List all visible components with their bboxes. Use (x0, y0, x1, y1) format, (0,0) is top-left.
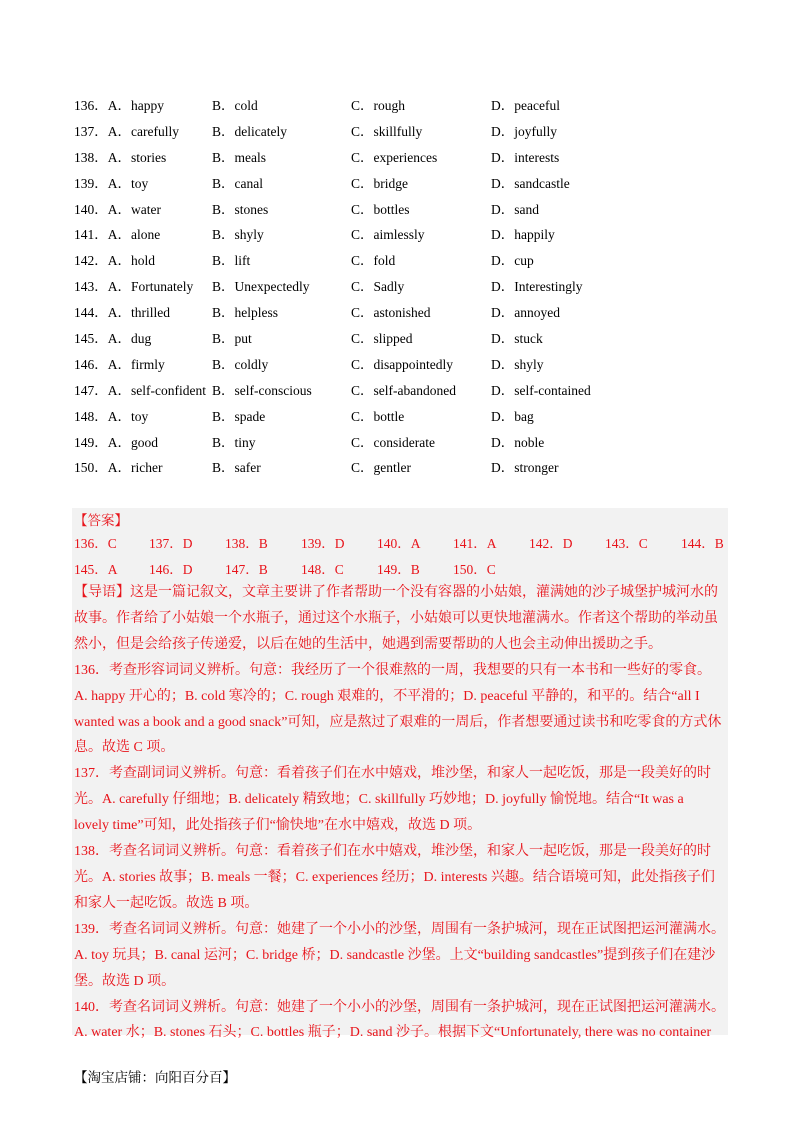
option-c: C．skillfully (351, 123, 423, 139)
question-number-and-option-a (74, 251, 155, 271)
explanation-line: 光。A. carefully 仔细地；B. delicately 精致地；C. skillfully 巧妙地；D. joyfully 愉悦地。结合“It was a (74, 792, 684, 808)
answer-item: 137．D (149, 536, 193, 551)
option-c: C．bottle (351, 408, 405, 424)
explanation-line: lovely time”可知，此处指孩子们“愉快地”在水中嬉戏，故选 D 项。 (74, 818, 482, 834)
option-d: D．sandcastle (491, 175, 570, 191)
option-a: A．firmly (107, 356, 165, 372)
question-number: 140． (74, 201, 108, 217)
answer-item: 145．A (74, 562, 118, 577)
question-number-and-option-a (74, 96, 164, 116)
option-b: B．coldly (212, 356, 269, 372)
option-c: C．aimlessly (351, 227, 425, 243)
question-row (74, 251, 734, 277)
explanation-line: A. happy 开心的；B. cold 寒冷的；C. rough 艰难的，不平滑的；D. peaceful 平静的，和平的。结合“all I (74, 688, 700, 704)
option-a: A．stories (107, 149, 167, 165)
option-a: A．self-confident (107, 382, 206, 398)
explanation-line: A. toy 玩具；B. canal 运河；C. bridge 桥；D. sandcastle 沙堡。上文“building sandcastles”提到孩子们在建沙 (74, 947, 716, 963)
option-b: B．shyly (212, 227, 264, 243)
option-b: B．self-conscious (212, 382, 312, 398)
option-b: B．lift (212, 253, 251, 269)
question-number-and-option-a (74, 148, 166, 168)
option-d: D．annoyed (491, 305, 560, 321)
question-number-and-option-a (74, 329, 151, 349)
question-number: 144． (74, 305, 108, 321)
question-number: 143． (74, 279, 108, 295)
answer-item: 144．B (681, 536, 724, 551)
option-b: B．safer (212, 460, 261, 476)
option-c: C．Sadly (351, 279, 405, 295)
option-a: A．thrilled (107, 305, 170, 321)
option-d: D．peaceful (491, 98, 560, 113)
option-d: D．cup (491, 253, 534, 269)
option-c: C．disappointedly (351, 356, 453, 372)
question-number: 146． (74, 356, 108, 372)
answer-item: 143．C (605, 536, 648, 551)
answer-item: 147．B (225, 562, 268, 577)
question-number: 138． (74, 149, 108, 165)
option-a: A．good (107, 434, 158, 450)
explanation-line: 139．考查名词词义辨析。句意：她建了一个小小的沙堡，周围有一条护城河，现在正试图把运河灌满水。 (74, 921, 725, 937)
explanation-text (74, 580, 728, 1046)
option-b: B．tiny (212, 434, 256, 450)
answer-item: 136．C (74, 536, 117, 551)
question-number-and-option-a (74, 174, 148, 194)
option-a: A．alone (107, 227, 161, 243)
explanation-line: A. water 水；B. stones 石头；C. bottles 瓶子；D. sand 沙子。根据下文“Unfortunately, there was no container (74, 1025, 712, 1041)
option-b: B．cold (212, 98, 258, 113)
answer-item: 148．C (301, 562, 344, 577)
question-row (74, 303, 734, 329)
option-c: C．slipped (351, 331, 413, 347)
question-number-and-option-a (74, 433, 158, 453)
answer-item: 146．D (149, 562, 193, 577)
option-a: A．water (107, 201, 161, 217)
explanation-line: 137．考查副词词义辨析。句意：看着孩子们在水中嬉戏，堆沙堡，和家人一起吃饭，那是一段美好的时 (74, 766, 711, 782)
question-row (74, 174, 734, 200)
answer-item: 142．D (529, 536, 573, 551)
option-a: A．Fortunately (107, 279, 194, 295)
question-table (74, 96, 734, 484)
question-number-and-option-a (74, 355, 165, 375)
explanation-line: 堡。故选 D 项。 (74, 973, 176, 989)
question-row (74, 458, 734, 484)
explanation-line: 138．考查名词词义辨析。句意：看着孩子们在水中嬉戏，堆沙堡，和家人一起吃饭，那是一段美好的时 (74, 844, 711, 860)
question-number: 148． (74, 408, 108, 424)
question-number: 145． (74, 331, 108, 347)
option-a: A．dug (107, 331, 152, 347)
question-number: 142． (74, 253, 108, 269)
option-d: D．stronger (491, 460, 559, 476)
answer-item: 150．C (453, 562, 496, 577)
option-c: C．fold (351, 253, 396, 269)
explanation-line: 140．考查名词词义辨析。句意：她建了一个小小的沙堡，周围有一条护城河，现在正试图把运河灌满水。 (74, 999, 725, 1015)
option-b: B．canal (212, 175, 263, 191)
question-row (74, 200, 734, 226)
explanation-line: 故事。作者给了小姑娘一个水瓶子，通过这个水瓶子，小姑娘可以更快地灌满水。作者这个帮助的举动虽 (74, 610, 718, 626)
option-a: A．carefully (107, 123, 179, 139)
question-row (74, 329, 734, 355)
question-row (74, 381, 734, 407)
option-c: C．rough (351, 98, 405, 113)
question-row (74, 433, 734, 459)
question-number: 149． (74, 434, 108, 450)
explanation-line: 和家人一起吃饭。故选 B 项。 (74, 895, 259, 911)
question-number-and-option-a (74, 122, 179, 142)
answer-item: 149．B (377, 562, 420, 577)
option-d: D．self-contained (491, 382, 591, 398)
answer-item: 140．A (377, 536, 421, 551)
answer-row-2 (74, 560, 728, 580)
question-row (74, 277, 734, 303)
option-c: C．experiences (351, 149, 438, 165)
explanation-line: 光。A. stories 故事；B. meals 一餐；C. experiences 经历；D. interests 兴趣。结合语境可知，此处指孩子们 (74, 869, 715, 885)
option-d: D．happily (491, 227, 555, 243)
explanation-line: 【导语】这是一篇记叙文，文章主要讲了作者帮助一个没有容器的小姑娘，灌满她的沙子城堡护城河水的 (74, 585, 718, 600)
question-row (74, 148, 734, 174)
explanation-line: 息。故选 C 项。 (74, 740, 175, 756)
question-number-and-option-a (74, 225, 160, 245)
option-c: C．bridge (351, 175, 408, 191)
explanation-line: 然小，但是会给孩子传递爱，以后在她的生活中，她遇到需要帮助的人也会主动伸出援助之手。 (74, 636, 662, 652)
option-a: A．toy (107, 408, 149, 424)
option-a: A．richer (107, 460, 163, 476)
option-a: A．happy (107, 98, 164, 113)
question-number-and-option-a (74, 458, 162, 478)
option-c: C．gentler (351, 460, 411, 476)
option-b: B．stones (212, 201, 269, 217)
option-b: B．helpless (212, 305, 278, 321)
option-d: D．interests (491, 149, 560, 165)
question-number-and-option-a (74, 381, 206, 401)
option-c: C．bottles (351, 201, 410, 217)
question-number: 136． (74, 98, 108, 113)
option-d: D．bag (491, 408, 534, 424)
option-d: D．joyfully (491, 123, 557, 139)
question-row (74, 407, 734, 433)
answer-item: 141．A (453, 536, 497, 551)
option-c: C．considerate (351, 434, 435, 450)
option-b: B．Unexpectedly (212, 279, 310, 295)
option-b: B．spade (212, 408, 266, 424)
option-c: C．astonished (351, 305, 431, 321)
footer-store-label: 【淘宝店铺：向阳百分百】 (74, 1070, 236, 1085)
question-number: 147． (74, 382, 108, 398)
option-d: D．stuck (491, 331, 543, 347)
option-b: B．meals (212, 149, 266, 165)
answer-row-1 (74, 534, 728, 554)
question-number-and-option-a (74, 200, 161, 220)
option-d: D．Interestingly (491, 279, 583, 295)
question-number: 137． (74, 123, 108, 139)
answer-item: 138．B (225, 536, 268, 551)
explanation-line: wanted was a book and a good snack”可知，应是熬过了艰难的一周后，作者想要通过读书和吃零食的方式休 (74, 714, 722, 730)
question-number-and-option-a (74, 303, 170, 323)
question-number-and-option-a (74, 277, 193, 297)
option-a: A．toy (107, 175, 149, 191)
question-number-and-option-a (74, 407, 148, 427)
question-row (74, 96, 734, 122)
option-d: D．noble (491, 434, 545, 450)
question-row (74, 122, 734, 148)
question-number: 139． (74, 175, 108, 191)
option-b: B．put (212, 331, 252, 347)
question-row (74, 355, 734, 381)
answer-heading: 【答案】 (74, 513, 128, 528)
option-b: B．delicately (212, 123, 287, 139)
answer-item: 139．D (301, 536, 345, 551)
option-a: A．hold (107, 253, 155, 269)
question-row (74, 225, 734, 251)
explanation-line: 136．考查形容词词义辨析。句意：我经历了一个很难熬的一周，我想要的只有一本书和一些好的零食。 (74, 662, 711, 678)
option-d: D．shyly (491, 356, 544, 372)
question-number: 141． (74, 227, 108, 243)
option-c: C．self-abandoned (351, 382, 456, 398)
option-d: D．sand (491, 201, 539, 217)
question-number: 150． (74, 460, 108, 476)
